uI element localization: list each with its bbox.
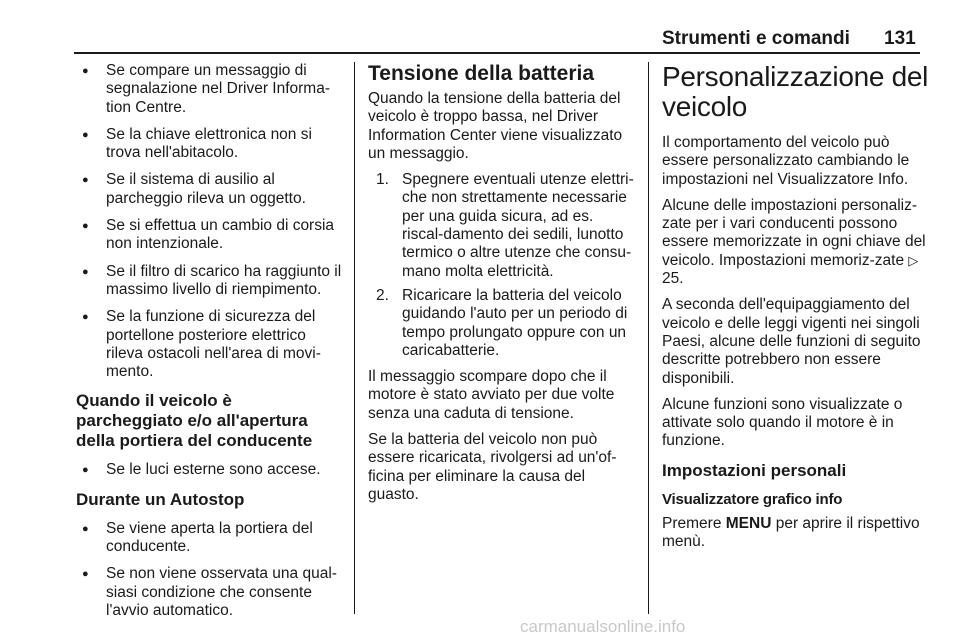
battery-intro: Quando la tensione della batteria del veicolo è troppo bassa, nel Driver Information Center viene visualizzato un messaggio. [368, 90, 623, 162]
bullet-item: ● Se le luci esterne sono accese. [76, 461, 342, 479]
paragraph-text: Alcune delle impostazioni personaliz-zate per i vari conducenti possono essere memorizzate in ogni chiave del veicolo. Impostazioni memoriz-zate [662, 196, 926, 269]
column-3 [662, 62, 930, 559]
heading-personal-settings: Impostazioni personali [662, 460, 847, 480]
heading-parked: Quando il veicolo è parcheggiato e/o all'apertura della portiera del conducente [76, 391, 313, 451]
personalization-paragraph: Alcune funzioni sono visualizzate o attivate solo quando il motore è in funzione. [662, 395, 903, 450]
column-divider [354, 62, 355, 614]
section-title: Strumenti e comandi [662, 28, 850, 49]
steps-list [368, 171, 636, 360]
menu-key-label: MENU [725, 514, 772, 532]
bullet-item: ● Se non viene osservata una qual-siasi condizione che consente l'avvio automatico. [76, 565, 342, 620]
step-text: Spegnere eventuali utenze elettri-che non strettamente necessarie per una guida sicura, ad es. riscal-damento dei sedili, lunotto termico o altre utenze che consu-mano molta elettricità. [402, 171, 634, 280]
page-header [0, 0, 960, 52]
personalization-paragraph: A seconda dell'equipaggiamento del veicolo e delle leggi vigenti nei singoli Paesi, alcune delle funzioni di seguito descritte potrebbero non essere disponibili. [662, 296, 921, 387]
step-item [376, 287, 636, 360]
step-text: Ricaricare la batteria del veicolo guidando l'auto per un periodo di tempo prolungato oppure con un caricabatterie. [402, 286, 628, 359]
bullet-item: ● Se il sistema di ausilio al parcheggio rileva un oggetto. [76, 171, 342, 208]
personalization-title: Personalizzazione del veicolo [662, 61, 929, 122]
watermark: carmanualsonline.info [520, 617, 686, 636]
personalization-paragraph: Il comportamento del veicolo può essere personalizzato cambiando le impostazioni nel Visualizzatore Info. [662, 134, 910, 188]
page-number: 131 [884, 28, 916, 49]
page-reference-link[interactable]: 25. [662, 270, 684, 288]
column-1 [76, 62, 342, 629]
bullet-item: ● Se viene aperta la portiera del conducente. [76, 520, 342, 557]
bullet-item: ● Se il filtro di scarico ha raggiunto il massimo livello di riempimento. [76, 263, 342, 300]
heading-autostop: Durante un Autostop [76, 489, 245, 509]
bullet-item: ● Se si effettua un cambio di corsia non intenzionale. [76, 217, 342, 254]
bullet-item: ● Se compare un messaggio di segnalazione nel Driver Informa-tion Centre. [76, 62, 342, 117]
bullet-list-autostop [76, 520, 342, 620]
column-2 [368, 62, 636, 512]
column-divider [648, 62, 649, 614]
bullet-list-top [76, 62, 342, 381]
step-number: 1. [376, 171, 389, 189]
battery-title: Tensione della batteria [368, 62, 595, 85]
subheading-graphic-info: Visualizzatore grafico info [662, 490, 843, 508]
paragraph-text: per aprire il rispettivo menù. [662, 514, 920, 551]
step-item [376, 171, 636, 281]
bullet-item: ● Se la funzione di sicurezza del portellone posteriore elettrico rileva ostacoli nell'area di movi-mento. [76, 308, 342, 381]
page-reference-arrow-icon: ▷ [908, 252, 919, 268]
step-number: 2. [376, 286, 389, 304]
battery-paragraph: Se la batteria del veicolo non può essere ricaricata, rivolgersi ad un'of-ficina per eliminare la causa del guasto. [368, 431, 617, 503]
header-rule [74, 52, 920, 54]
bullet-list-parked [76, 461, 342, 479]
battery-paragraph: Il messaggio scompare dopo che il motore è stato avviato per due volte senza una caduta di tensione. [368, 368, 615, 422]
menu-instruction [662, 515, 930, 552]
personalization-paragraph [662, 197, 930, 288]
paragraph-text: Premere [662, 514, 722, 532]
bullet-item: ● Se la chiave elettronica non si trova nell'abitacolo. [76, 126, 342, 163]
